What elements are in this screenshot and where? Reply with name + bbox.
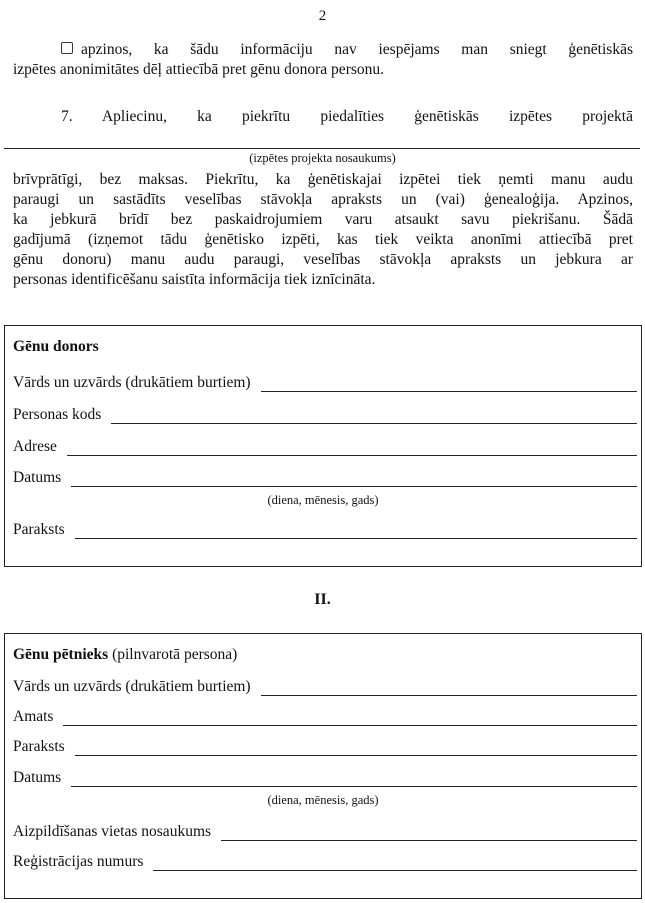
donor-address-field[interactable] [67, 441, 637, 456]
checkbox[interactable] [61, 42, 73, 54]
researcher-reg-row [13, 853, 637, 871]
researcher-signature-label: Paraksts [13, 738, 65, 755]
item7-body-line: paraugi un sastādīts veselības stāvokļa apraksts un (vai) ģenealoģija. Apzinos, [13, 191, 633, 208]
researcher-position-label: Amats [13, 708, 54, 725]
researcher-place-row [13, 823, 637, 841]
researcher-reg-field[interactable] [153, 856, 637, 871]
option-line-1 [13, 40, 633, 60]
item7-line-1: 7. Apliecinu, ka piekrītu piedalīties ģenētiskās izpētes projektā [61, 108, 633, 125]
researcher-reg-label: Reģistrācijas numurs [13, 853, 144, 870]
researcher-place-field[interactable] [221, 826, 637, 841]
option-text-1: apzinos, ka šādu informāciju nav iespējams man sniegt ģenētiskās [81, 41, 633, 58]
donor-signature-row [13, 521, 637, 539]
option-line-2: izpētes anonimitātes dēļ attiecībā pret gēnu donora personu. [13, 61, 385, 78]
donor-id-label: Personas kods [13, 406, 102, 423]
researcher-signature-row [13, 738, 637, 756]
section-heading: II. [314, 591, 331, 608]
researcher-name-row [13, 678, 637, 696]
researcher-date-label: Datums [13, 769, 62, 786]
item7-body-line: gadījumā (izņemot tādu ģenētisko izpēti, kas tiek veikta anonīmi attiecībā pret [13, 231, 633, 248]
project-name-line[interactable] [4, 148, 640, 149]
researcher-title [13, 646, 237, 664]
donor-date-field[interactable] [71, 472, 637, 487]
page-number: 2 [318, 8, 327, 24]
donor-date-row [13, 469, 637, 487]
researcher-box [4, 633, 642, 899]
item7-body-line: ka jebkurā brīdī bez paskaidrojumiem varu atsaukt savu piekrišanu. Šādā [13, 211, 633, 228]
researcher-name-field[interactable] [261, 681, 637, 696]
option-paragraph [13, 40, 633, 80]
donor-title-text: Gēnu donors [13, 338, 99, 355]
donor-id-row [13, 406, 637, 424]
donor-name-field[interactable] [261, 377, 637, 392]
researcher-signature-field[interactable] [75, 741, 637, 756]
donor-address-label: Adrese [13, 438, 57, 455]
donor-name-row [13, 374, 637, 392]
researcher-date-caption: (diena, mēnesis, gads) [267, 793, 379, 807]
item7-body-line: brīvprātīgi, bez maksas. Piekrītu, ka ģenētiskajai izpētei tiek ņemti manu audu [13, 171, 633, 188]
donor-signature-label: Paraksts [13, 521, 65, 538]
donor-date-caption: (diena, mēnesis, gads) [267, 493, 379, 507]
donor-box [4, 325, 642, 567]
donor-address-row [13, 438, 637, 456]
donor-name-label: Vārds un uzvārds (drukātiem burtiem) [13, 374, 251, 391]
researcher-date-row [13, 769, 637, 787]
item7-body-line: personas identificēšanu saistīta informācija tiek iznīcināta. [13, 271, 376, 288]
researcher-date-field[interactable] [71, 772, 637, 787]
researcher-position-row [13, 708, 637, 726]
item7-first-line [13, 107, 633, 127]
researcher-name-label: Vārds un uzvārds (drukātiem burtiem) [13, 678, 251, 695]
researcher-position-field[interactable] [63, 711, 637, 726]
project-name-caption: (izpētes projekta nosaukums) [249, 151, 396, 165]
donor-date-label: Datums [13, 469, 62, 486]
donor-id-field[interactable] [111, 409, 637, 424]
researcher-title-text: Gēnu pētnieks [13, 646, 109, 663]
researcher-place-label: Aizpildīšanas vietas nosaukums [13, 823, 212, 840]
donor-signature-field[interactable] [75, 524, 637, 539]
researcher-title-suffix: (pilnvarotā persona) [112, 646, 238, 663]
item7-body-line: gēnu donoru) manu audu paraugi, veselības stāvokļa apraksts un jebkura ar [13, 251, 633, 268]
donor-title [13, 338, 99, 356]
item7-body [13, 170, 633, 290]
